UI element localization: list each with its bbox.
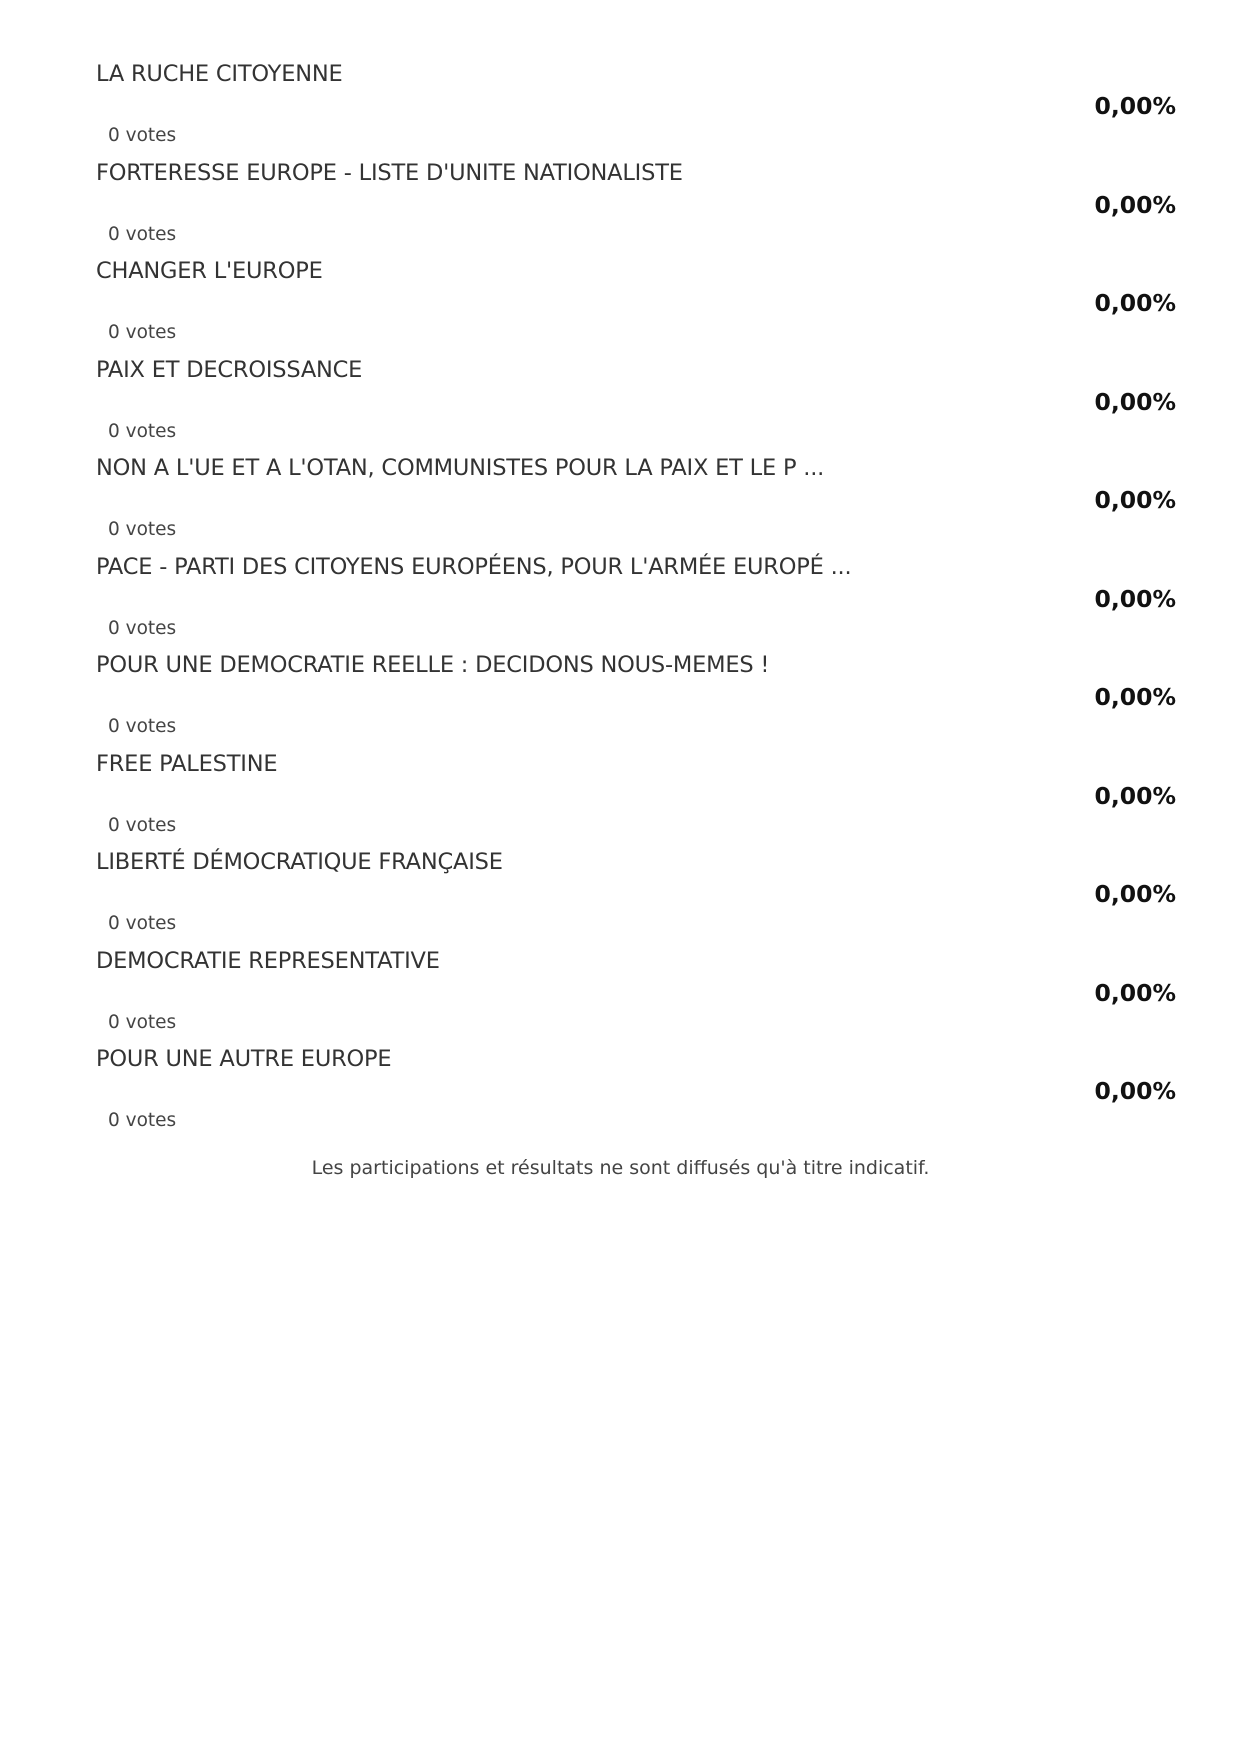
list-item [96,649,1176,748]
list-name: LIBERTÉ DÉMOCRATIQUE FRANÇAISE [96,849,503,875]
list-percentage: 0,00% [1094,683,1176,711]
list-item [96,255,1176,354]
list-name: PACE - PARTI DES CITOYENS EUROPÉENS, POUR L'ARMÉE EUROPÉ ... [96,553,852,580]
list-name: POUR UNE DEMOCRATIE REELLE : DECIDONS NOUS-MEMES ! [96,652,770,678]
list-percentage: 0,00% [1094,289,1176,317]
list-votes: 0 votes [108,322,177,343]
list-percentage: 0,00% [1094,190,1176,219]
list-item [96,354,1176,453]
list-item [96,748,1176,847]
list-votes: 0 votes [108,125,177,146]
list-item [96,945,1176,1044]
list-votes: 0 votes [108,519,177,540]
list-votes: 0 votes [108,617,177,639]
list-item [96,452,1176,551]
list-percentage: 0,00% [1094,584,1176,613]
list-item [96,157,1176,256]
list-percentage: 0,00% [1094,92,1176,120]
list-percentage: 0,00% [1094,1077,1176,1105]
list-name: NON A L'UE ET A L'OTAN, COMMUNISTES POUR LA PAIX ET LE P ... [96,455,825,481]
list-percentage: 0,00% [1094,781,1176,810]
list-votes: 0 votes [108,814,177,836]
list-name: POUR UNE AUTRE EUROPE [96,1046,392,1072]
list-votes: 0 votes [108,420,177,442]
list-name: DEMOCRATIE REPRESENTATIVE [96,947,440,974]
results-list [96,58,1176,1142]
list-name: PAIX ET DECROISSANCE [96,356,363,383]
list-name: FORTERESSE EUROPE - LISTE D'UNITE NATIONALISTE [96,159,683,186]
disclaimer-note: Les participations et résultats ne sont diffusés qu'à titre indicatif. [311,1157,930,1179]
list-votes: 0 votes [108,223,177,245]
list-name: LA RUCHE CITOYENNE [96,61,343,87]
list-votes: 0 votes [108,1011,177,1033]
list-item [96,1043,1176,1142]
list-percentage: 0,00% [1094,387,1176,416]
list-votes: 0 votes [108,913,177,934]
list-percentage: 0,00% [1094,978,1176,1007]
list-item [96,58,1176,157]
list-item [96,846,1176,945]
list-votes: 0 votes [108,716,177,737]
list-name: CHANGER L'EUROPE [96,258,323,284]
list-percentage: 0,00% [1094,486,1176,514]
list-item [96,551,1176,650]
list-votes: 0 votes [108,1110,177,1131]
list-percentage: 0,00% [1094,880,1176,908]
list-name: FREE PALESTINE [96,750,278,777]
